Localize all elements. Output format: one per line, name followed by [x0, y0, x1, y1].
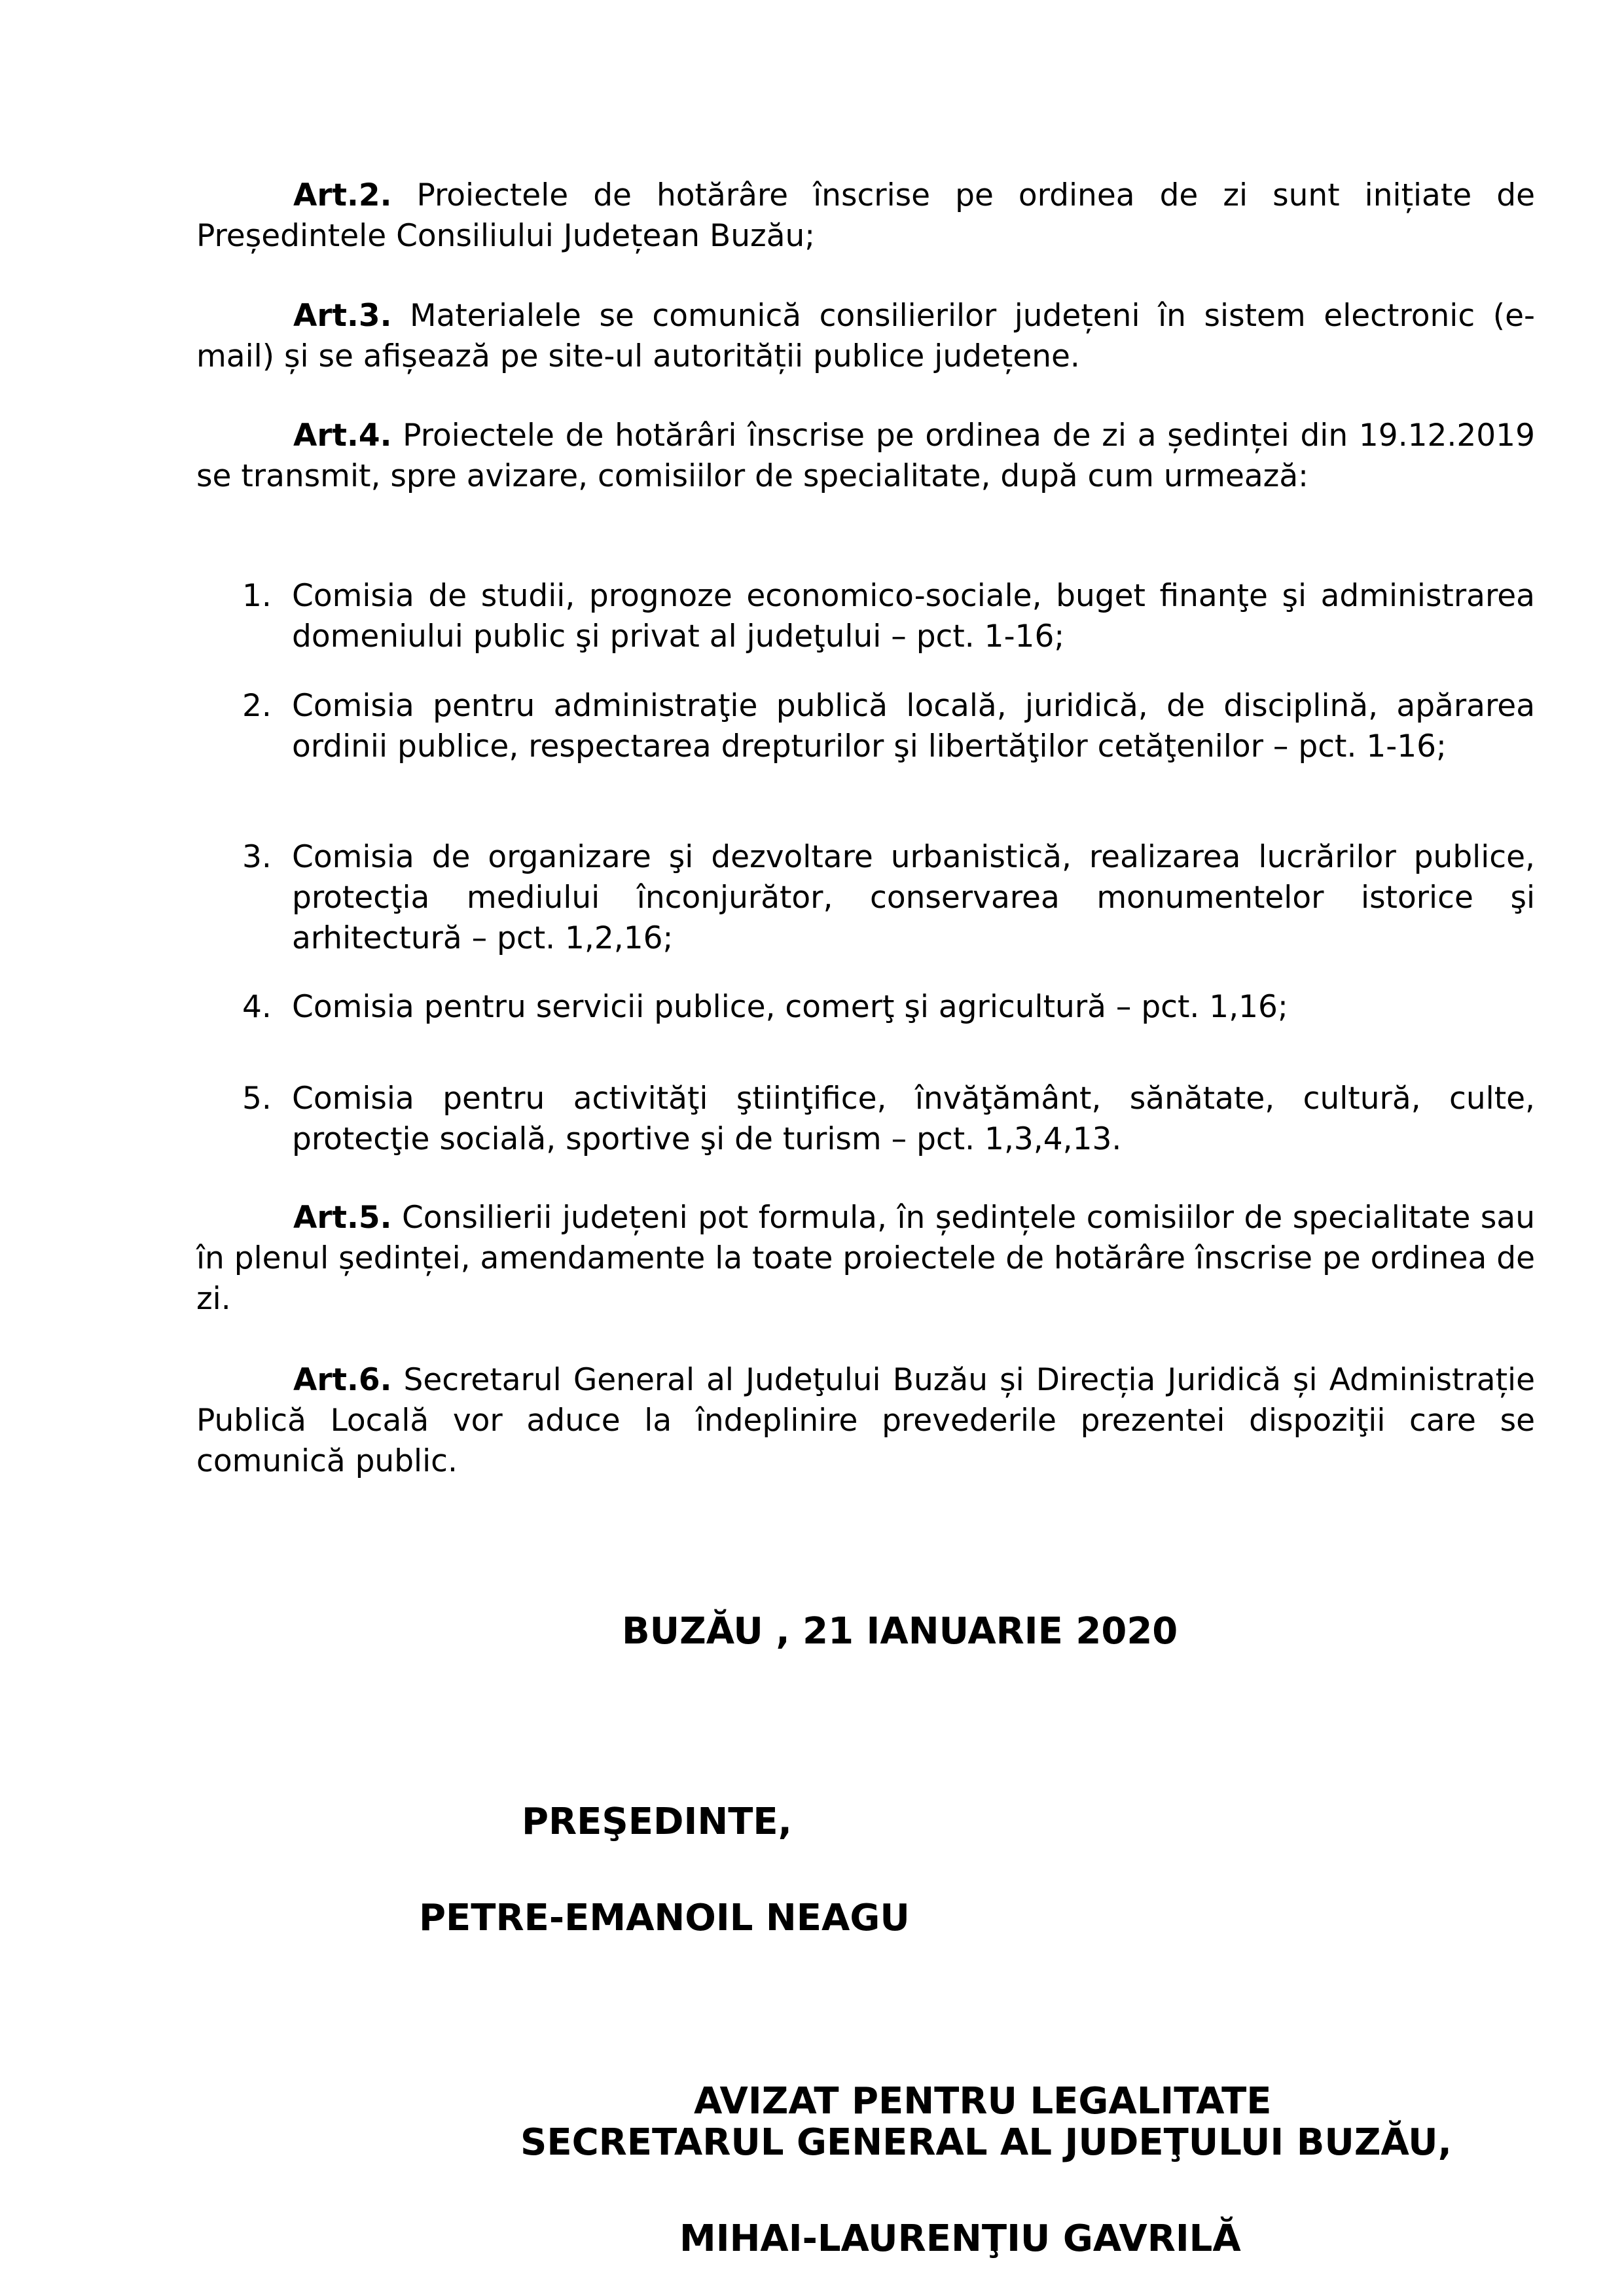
- article-6: [196, 1360, 1535, 1482]
- article-label: Art.4.: [293, 418, 392, 454]
- list-item-text: Comisia pentru servicii publice, comerţ şi agricultură – pct. 1,16;: [292, 989, 1288, 1025]
- article-2: [196, 175, 1535, 257]
- commission-item-1: [242, 576, 1535, 657]
- list-number: 5.: [242, 1081, 272, 1117]
- list-number: 4.: [242, 989, 272, 1025]
- list-item-text: Comisia pentru activităţi ştiinţifice, învăţământ, sănătate, cultură, culte, protecţie socială, sportive şi de turism – pct. 1,3,4,13.: [292, 1081, 1535, 1157]
- article-text: Proiectele de hotărâre înscrise pe ordinea de zi sunt inițiate de Președintele Consiliului Județean Buzău;: [196, 177, 1535, 254]
- article-text: Proiectele de hotărâri înscrise pe ordinea de zi a ședinței din 19.12.2019 se transmit, spre avizare, comisiilor de specialitate, după cum urmează:: [196, 418, 1535, 494]
- commission-item-5: [242, 1079, 1535, 1160]
- commission-item-3: [242, 837, 1535, 959]
- article-label: Art.5.: [293, 1200, 392, 1236]
- president-title: PREŞEDINTE,: [522, 1801, 792, 1843]
- place-date: BUZĂU , 21 IANUARIE 2020: [622, 1610, 1178, 1653]
- commission-item-2: [242, 686, 1535, 767]
- list-item-text: Comisia de studii, prognoze economico-sociale, buget finanţe şi administrarea domeniului public şi privat al judeţului – pct. 1-16;: [292, 578, 1535, 655]
- list-item-text: Comisia pentru administraţie publică locală, juridică, de disciplină, apărarea ordinii publice, respectarea drepturilor şi libertăţilor cetăţenilor – pct. 1-16;: [292, 688, 1535, 764]
- commission-item-4: [242, 987, 1535, 1028]
- article-label: Art.6.: [293, 1362, 392, 1398]
- list-number: 3.: [242, 839, 272, 875]
- secretary-name: MIHAI-LAURENŢIU GAVRILĂ: [679, 2217, 1241, 2260]
- president-name: PETRE-EMANOIL NEAGU: [419, 1897, 910, 1939]
- list-number: 2.: [242, 688, 272, 724]
- article-text: Consilierii județeni pot formula, în ședințele comisiilor de specialitate sau în plenul ședinței, amendamente la toate proiectele de hotărâre înscrise pe ordinea de zi.: [196, 1200, 1535, 1317]
- article-text: Secretarul General al Judeţului Buzău și Direcția Juridică și Administrație Publică Locală vor aduce la îndeplinire prevederile prezentei dispoziţii care se comunică public.: [196, 1362, 1535, 1479]
- legality-approval: AVIZAT PENTRU LEGALITATE: [694, 2080, 1272, 2123]
- list-item-text: Comisia de organizare şi dezvoltare urbanistică, realizarea lucrărilor publice, protecţia mediului înconjurător, conservarea monumentelor istorice şi arhitectură – pct. 1,2,16;: [292, 839, 1535, 956]
- article-label: Art.3.: [293, 298, 392, 334]
- article-label: Art.2.: [293, 177, 392, 213]
- list-number: 1.: [242, 578, 272, 614]
- article-3: [196, 296, 1535, 377]
- article-4: [196, 416, 1535, 497]
- article-5: [196, 1198, 1535, 1319]
- secretary-title: SECRETARUL GENERAL AL JUDEŢULUI BUZĂU,: [520, 2121, 1452, 2164]
- article-text: Materialele se comunică consilierilor județeni în sistem electronic (e-mail) și se afișează pe site-ul autorității publice județene.: [196, 298, 1535, 374]
